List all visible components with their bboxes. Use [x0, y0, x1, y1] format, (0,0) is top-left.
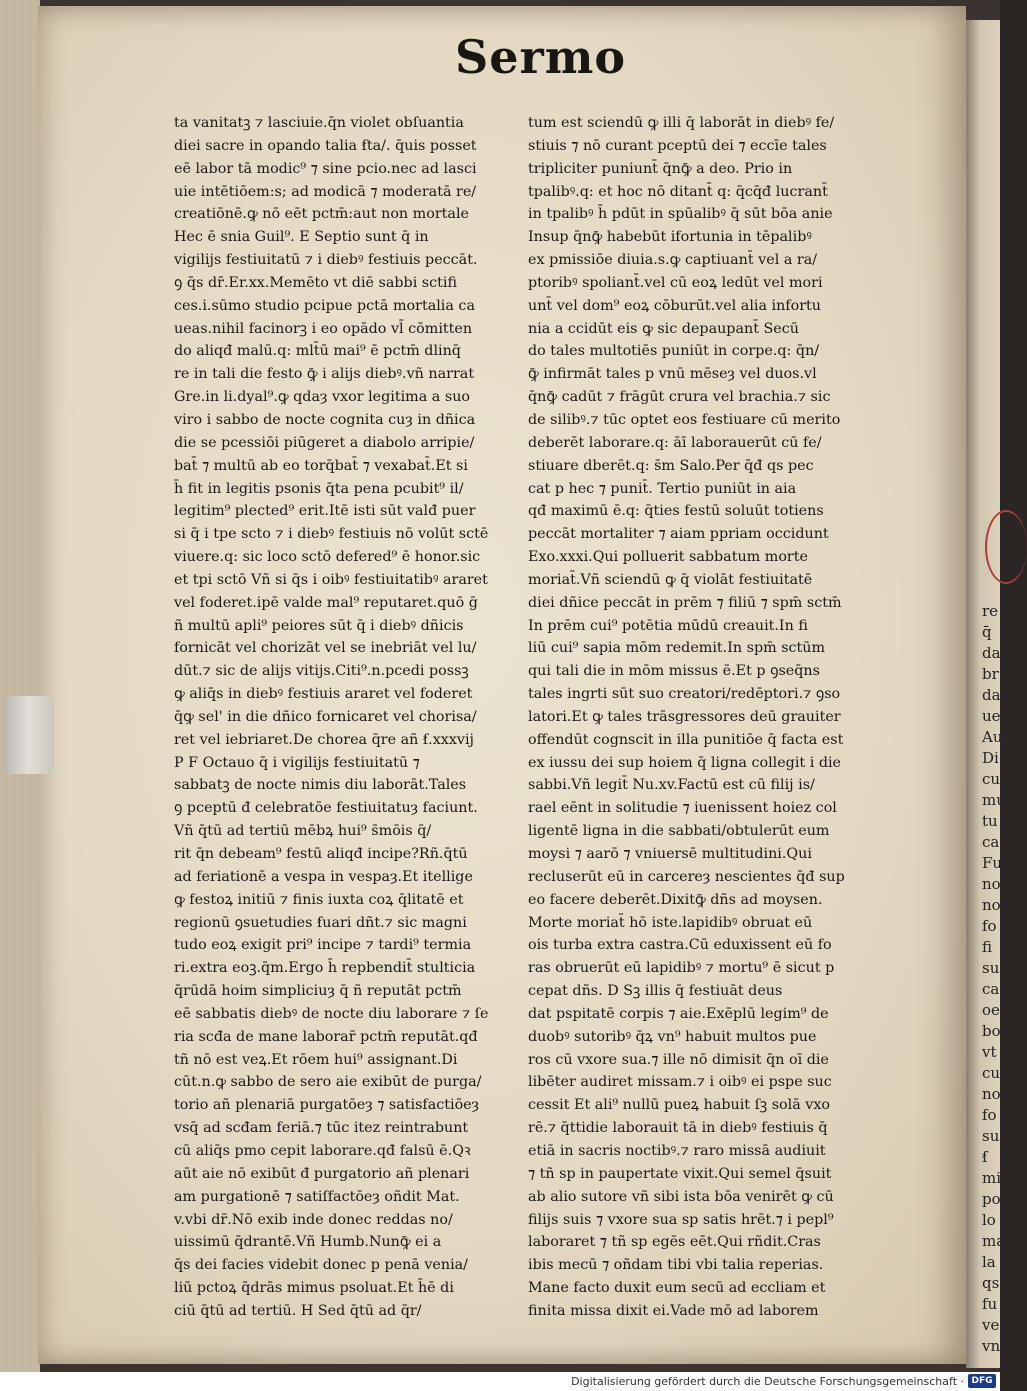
text-line: q̄s dei facies videbit donec p penā venia/ — [174, 1257, 469, 1274]
text-line: ꝙ festoꝝ initiū ⁊ finis iuxta coꝝ q̄litatē et — [174, 891, 464, 908]
text-line: q̄nꝙ̄ cadūt ⁊ frāgūt crura vel brachia.⁊ sic — [528, 389, 831, 406]
text-line: Exo.xxxi.Qui polluerit sabbatum morte — [528, 549, 808, 566]
text-line: ꝯ q̄s dr̄.Er.xx.Memēto vt diē sabbi sctifi — [174, 274, 458, 291]
text-line: Mane facto duxit eum secū ad eccliam et — [528, 1280, 826, 1297]
text-line: Vñ q̄tū ad tertiū mēbꝝ hui⁹ s̄mōis q̄/ — [174, 823, 432, 840]
text-line: Hec ē snia Guil⁹. E Septio sunt q̄ in — [174, 229, 429, 246]
right-page-fragment: no — [982, 875, 1001, 893]
right-page-fragment: oe — [982, 1001, 1000, 1019]
text-line: dat pspitatē corpis ⁊ aie.Exēplū legim⁹ de — [528, 1005, 829, 1022]
text-line: tripliciter puniunt̄ q̄nꝙ̄ a deo. Prio in — [528, 160, 793, 177]
right-page-fragment: ue — [982, 707, 1001, 725]
text-line: nia a ccidūt eis ꝙ sic depaupant̄ Secū — [528, 320, 799, 337]
text-line: Gre.in li.dyal⁹.ꝙ qdaȝ vxor legitima a suo — [174, 389, 471, 406]
text-line: finita missa dixit ei.Vade mō ad laborem — [528, 1302, 819, 1319]
right-page-fragment: lo — [982, 1211, 996, 1229]
text-line: diei sacre in opando talia ẜta/. q̄uis posset — [174, 137, 477, 154]
page-stack-edge — [0, 0, 40, 1372]
right-page-fragment: fi — [982, 938, 993, 956]
text-line: qui tali die in mōm missus ē.Et p ꝯseq̄ns — [528, 663, 820, 680]
text-line: sabbatꝫ de nocte nimis diu laborāt.Tales — [174, 777, 467, 794]
text-line: P F Octauo q̄ i vigilijs festiuitatū ⁊ — [174, 754, 420, 771]
text-line: ret vel iebriaret.De chorea q̄re añ ẜ.xxxvij — [174, 731, 474, 748]
right-page-fragment: da — [982, 686, 1001, 704]
right-page-fragment: da — [982, 644, 1001, 662]
text-line: Morte moriat̄ hō iste.lapidibꝰ obruat eū — [528, 914, 813, 931]
text-line: am purgationē ⁊ satiſfactōeȝ oñdit Mat. — [174, 1188, 460, 1205]
left-text-column — [174, 112, 496, 1323]
text-line: cat p hec ⁊ punit̄. Tertio puniūt in aia — [528, 480, 797, 497]
text-line: tales ingrti sūt suo creatori/redēptori.⁊ ꝯso — [528, 686, 841, 703]
text-line: eē sabbatis diebꝰ de nocte diu laborare ⁊ ſe — [174, 1005, 489, 1022]
text-line: recluserūt eū in carcereȝ nescientes q̄đ sup — [528, 868, 845, 885]
text-line: si q̄ i tpe scto ⁊ i diebꝰ festiuis nō volūt sctē — [174, 526, 489, 543]
text-line: ꝙ̄ infirmāt tales p vnū mēseȝ vel duos.vl — [528, 366, 817, 383]
text-line: q̄ꝙ sel' in die dñico fornicaret vel chorisa/ — [174, 708, 477, 725]
text-line: et tpi sctō Vñ si q̄s i oibꝰ festiuitatibꝰ araret — [174, 571, 488, 588]
footer-credit: Digitalisierung gefördert durch die Deutsche Forschungsgemeinschaft · — [571, 1375, 964, 1388]
text-line: ꝯ pceptū đ celebratōe festiuitatuȝ faciunt. — [174, 800, 478, 817]
text-line: liū pctoꝝ q̄drās mimus psoluat.Et h̄ē di — [174, 1280, 454, 1297]
dfg-logo: DFG — [968, 1374, 996, 1388]
text-line: in tpalibꝰ h̄ pdūt in spūalibꝰ q̄ sūt bōa anie — [528, 206, 833, 223]
text-line: libēter audiret missam.⁊ i oibꝰ ei pspe suc — [528, 1074, 832, 1091]
text-line: ri.extra eoꝫ.q̄m.Ergo h̄ repbendit̄ stulticia — [174, 960, 476, 977]
text-line: rē.⁊ q̄ttidie laborauit tā in diebꝰ festiuis q̄ — [528, 1120, 828, 1137]
right-page-fragment: ẜ — [982, 1148, 988, 1166]
right-text-column — [528, 112, 850, 1323]
text-line: viro i sabbo de nocte cognita cuȝ in dñica — [174, 411, 476, 428]
text-line: ptoribꝰ spoliant̄.vel cū eoꝝ ledūt vel mori — [528, 274, 823, 291]
right-page-fragment: tu — [982, 812, 998, 830]
text-line: cessit Et ali⁹ nullū pueꝝ habuit ſꝫ solā vxo — [528, 1097, 831, 1114]
right-page-fragment: qs — [982, 1274, 1000, 1292]
right-page-fragment: no — [982, 1085, 1001, 1103]
right-page-fragment: fu — [982, 1295, 998, 1313]
right-page-fragment: ca — [982, 833, 1000, 851]
text-line: ⁊ tñ sp in paupertate vixit.Qui semel q̄suit — [528, 1165, 832, 1182]
text-line: legitim⁹ plected⁹ erit.Itē isti sūt valđ puer — [174, 503, 476, 520]
right-page-fragment: cu — [982, 770, 1001, 788]
right-page-fragment: su — [982, 959, 1000, 977]
text-line: ciū q̄tū ad tertiū. H Sed q̄tū ad q̄r/ — [174, 1302, 422, 1319]
text-line: re in tali die festo ꝙ̄ i alijs diebꝰ.vñ narrat — [174, 366, 475, 383]
text-line: ligentē ligna in die sabbati/obtulerūt eum — [528, 823, 830, 840]
right-page-fragment: la — [982, 1253, 996, 1271]
text-line: ex iussu dei sup hoiem q̄ ligna collegit i die — [528, 754, 842, 771]
right-page-fragment: br — [982, 665, 999, 683]
text-line: liū cui⁹ sapia mōm redemit.In spm̄ sctūm — [528, 640, 826, 657]
text-line: ꝙ aliq̄s in diebꝰ festiuis araret vel foderet — [174, 686, 473, 703]
right-page-fragment: vt — [982, 1043, 997, 1061]
text-line: regionū ꝯsuetudies ẜuari dñt.⁊ sic magni — [174, 914, 467, 931]
text-line: do tales multotiēs puniūt in corpe.q: q̄n/ — [528, 343, 820, 360]
text-line: ois turba extra castra.Cū eduxissent eū fo — [528, 937, 832, 954]
text-line: diei dñice peccāt in prēm ⁊ filiū ⁊ spm̄ sctm̄ — [528, 594, 842, 611]
text-line: ad feriationē a vespa in vespaȝ.Et itellige — [174, 868, 473, 885]
text-line: vigilijs festiuitatū ⁊ i diebꝰ festiuis peccāt. — [174, 252, 478, 269]
text-line: tpalibꝰ.q: et hoc nō ditant̄ q: q̄cq̄đ lucrant̄ — [528, 183, 828, 200]
text-line: ñ multū apli⁹ peiores sūt q̄ i diebꝰ dñicis — [174, 617, 464, 634]
text-line: tñ nō est veꝝ.Et rōem hui⁹ assignant.Di — [174, 1051, 458, 1068]
right-page-fragment: q̄ — [982, 623, 992, 641]
right-page-fragment: Au — [982, 728, 1003, 746]
text-line: uie intētiōem:s; ad modicā ⁊ moderatā re/ — [174, 183, 477, 200]
text-line: cūt.n.ꝙ sabbo de sero aie exibūt de purga/ — [174, 1074, 482, 1091]
text-line: ab alio sutore vñ sibi ista bōa venirēt ꝙ cū — [528, 1188, 834, 1205]
text-line: moysi ⁊ aarō ⁊ vniuersē multitudini.Qui — [528, 846, 812, 862]
red-rubric-mark — [985, 510, 1027, 584]
text-line: ria scđa de mane laborar̄ pctm̄ reputāt.qđ — [174, 1028, 478, 1045]
text-line: ras obruerūt eū lapidibꝰ ⁊ mortu⁹ ē sicut p — [528, 960, 835, 977]
right-page-fragment: cu — [982, 1064, 1001, 1082]
text-line: torio añ plenariā purgatōeȝ ⁊ satisfactiōeȝ — [174, 1097, 480, 1114]
text-line: deberēt laborare.q: āī laborauerūt cū fe/ — [528, 434, 822, 451]
text-line: vel foderet.ipē valde mal⁹ reputaret.quō ḡ — [174, 594, 478, 611]
right-page-fragment: bo — [982, 1022, 1001, 1040]
right-page-fragment: no — [982, 896, 1001, 914]
text-line: de silibꝰ.⁊ tūc optet eos festiuare cū merito — [528, 411, 841, 428]
text-line: rael eēnt in solitudie ⁊ iuenissent hoiez col — [528, 800, 837, 817]
text-line: creatiōnē.ꝙ nō eēt pctm̄:aut non mortale — [174, 206, 469, 223]
text-line: tudo eoꝝ exigit pri⁹ incipe ⁊ tardi⁹ termia — [174, 937, 472, 954]
text-line: cū aliq̄s pmo cepit laborare.qđ falsū ē.Qꝛ — [174, 1142, 471, 1159]
right-page-fragment: su — [982, 1127, 1000, 1145]
text-line: dūt.⁊ sic de alijs vitijs.Citi⁹.n.pcedi possꝫ — [174, 663, 469, 680]
right-page-fragment: ve — [982, 1316, 1000, 1334]
text-line: ces.i.sūmo studio pcipue pctā mortalia ca — [174, 297, 475, 314]
text-line: laboraret ⁊ tñ sp egēs eēt.Qui rñdit.Cras — [528, 1234, 821, 1251]
text-line: ta vanitatꝫ ⁊ lasciuie.q̄n violet obſuantia — [174, 115, 464, 131]
text-line: tum est sciendū ꝙ illi q̄ laborāt in diebꝰ fe/ — [528, 115, 835, 131]
text-line: unt̄ vel dom⁹ eoꝝ cōburūt.vel alia infortu — [528, 297, 821, 314]
right-page-fragment: Di — [982, 749, 999, 767]
right-page-fragment: re — [982, 602, 999, 620]
text-line: offendūt cognscit in illa punitiōe q̄ facta est — [528, 731, 844, 748]
text-line: etiā in sacris noctibꝰ.⁊ raro missā audiuit — [528, 1142, 826, 1159]
right-page-fragment: ca — [982, 980, 1000, 998]
footer-bar — [0, 1372, 1000, 1391]
text-line: peccāt mortaliter ⁊ aiam ppriam occidunt — [528, 526, 829, 543]
text-line: cepat dñs. D Sꝫ illis q̄ festiuāt deus — [528, 983, 783, 1000]
text-line: aūt aie nō exibūt đ purgatorio añ plenari — [174, 1165, 470, 1182]
text-line: eo facere deberēt.Dixitꝙ̄ dñs ad moysen. — [528, 891, 823, 908]
text-line: stiuis ⁊ nō curant pceptū dei ⁊ eccīe tales — [528, 137, 827, 154]
right-page-fragment: ma — [982, 1232, 1006, 1250]
text-line: ibis mecū ⁊ oñdam tibi vbi talia reperias. — [528, 1257, 824, 1274]
text-line: eē labor tā modic⁹ ⁊ sine pcio.nec ad lasci — [174, 160, 477, 177]
text-line: fornicāt vel chorizāt vel se inebriāt vel lu/ — [174, 640, 477, 657]
text-line: die se pcessiōi piūgeret a diabolo arripie/ — [174, 434, 475, 451]
text-line: moriat̄.Vñ sciendū ꝙ q̄ violāt festiuitatē — [528, 571, 813, 588]
text-line: uissimū q̄drantē.Vñ Humb.Nunꝙ̄ ei a — [174, 1234, 442, 1251]
text-line: In prēm cui⁹ potētia mūdū creauit.In fi — [528, 617, 808, 634]
text-line: vsq̄ ad scđam feriā.⁊ tūc itez reintrabunt — [174, 1120, 469, 1137]
right-page-fragment: mi — [982, 1169, 1002, 1187]
text-line: v.vbi dr̄.Nō exib inde donec reddas no/ — [174, 1211, 453, 1228]
text-line: ueas.nihil facinorꝫ i eo opādo vl̄ cōmitten — [174, 320, 473, 337]
right-page-fragment: vn — [982, 1337, 1001, 1355]
right-page-fragment: mu — [982, 791, 1006, 809]
text-line: qđ maximū ē.q: q̄ties festū soluūt totiens — [528, 503, 824, 520]
right-page-fragment: po — [982, 1190, 1001, 1208]
page-header: Sermo — [455, 30, 627, 84]
text-line: filijs suis ⁊ vxore sua sp satis hrēt.⁊ i pepl⁹ — [528, 1211, 834, 1228]
text-line: rit q̄n debeam⁹ festū aliqđ incipe?Rñ.q̄tū — [174, 846, 468, 862]
book-clip — [4, 696, 54, 774]
text-line: bat̄ ⁊ multū ab eo torq̄bat̄ ⁊ vexabat̄.Et si — [174, 457, 468, 474]
right-page-fragment: Fu — [982, 854, 1003, 872]
text-line: h̄ fit in legitis psonis q̄ta pena pcubit⁹ il/ — [174, 480, 464, 497]
text-line: ex pmissiōe diuia.s.ꝙ captiuant̄ vel a ra/ — [528, 252, 818, 269]
text-line: Insup q̄nꝙ̄ habebūt ifortunia in tēpalibꝰ — [528, 229, 812, 246]
text-line: viuere.q: sic loco sctō defered⁹ ē honor.sic — [174, 549, 481, 566]
text-line: stiuare dberēt.q: s̄m Salo.Per q̄đ qs pec — [528, 457, 814, 474]
right-page-fragment: fo — [982, 1106, 997, 1124]
text-line: q̄rūdā hoim simpliciuȝ q̄ ñ reputāt pctm̄ — [174, 983, 462, 1000]
text-line: ros cū vxore sua.⁊ ille nō dimisit q̄n oī die — [528, 1051, 829, 1068]
text-line: do aliqđ malū.q: mlt̄ū mai⁹ ē pctm̄ dlinq̄ — [174, 343, 461, 360]
text-line: duobꝰ sutoribꝰ q̄ꝝ vn⁹ habuit multos pue — [528, 1028, 817, 1045]
right-page-fragment: fo — [982, 917, 997, 935]
text-line: latori.Et ꝙ tales trāsgressores deū grauiter — [528, 708, 841, 725]
text-line: sabbi.Vñ legit̄ Nu.xv.Factū est cū filij is/ — [528, 777, 815, 794]
